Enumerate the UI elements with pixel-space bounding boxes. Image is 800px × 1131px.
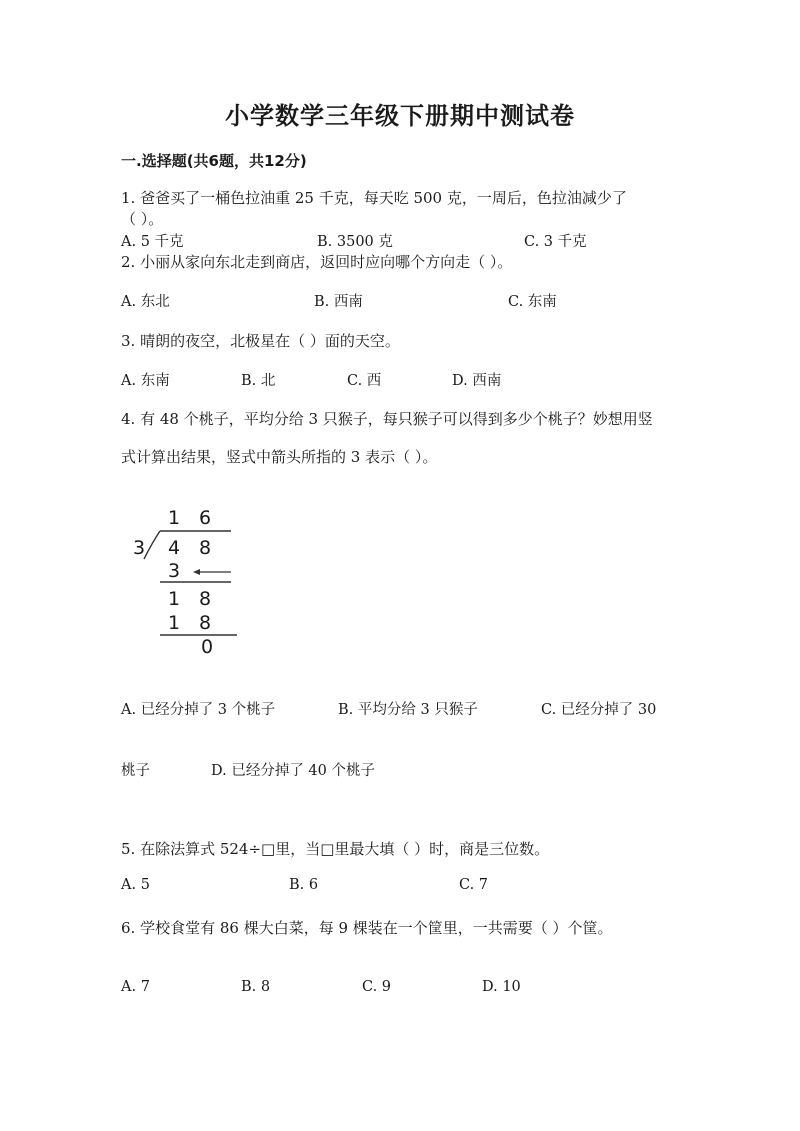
question-1-text: 1. 爸爸买了一桶色拉油重 25 千克，每天吃 500 克，一周后，色拉油减少了: [121, 189, 627, 207]
quotient-digit-1: 1: [168, 507, 181, 529]
question-4-option-c: C. 已经分掉了 30: [541, 702, 657, 718]
question-4-text-line2: 式计算出结果，竖式中箭头所指的 3 表示（ ）。: [121, 448, 438, 466]
remainder-digit-2: 8: [199, 588, 212, 610]
question-1-option-c: C. 3 千克: [524, 234, 587, 250]
question-1-option-b: B. 3500 克: [317, 234, 393, 250]
page-title: 小学数学三年级下册期中测试卷: [225, 102, 575, 130]
step-2-digit-1: 1: [168, 612, 181, 634]
question-2-option-a: A. 东北: [121, 294, 170, 310]
question-6-option-a: A. 7: [121, 979, 150, 995]
question-4-option-b: B. 平均分给 3 只猴子: [338, 702, 478, 718]
final-remainder: 0: [201, 636, 214, 658]
dividend-digit-2: 8: [199, 537, 212, 559]
question-4-option-a: A. 已经分掉了 3 个桃子: [121, 702, 276, 718]
question-6-option-d: D. 10: [482, 979, 521, 995]
question-6-option-c: C. 9: [362, 979, 392, 995]
question-1-blank: （ ）。: [121, 210, 164, 228]
remainder-digit-1: 1: [168, 588, 181, 610]
division-bracket: [144, 531, 160, 559]
question-6-option-b: B. 8: [241, 979, 271, 995]
section-heading: 一.选择题(共6题，共12分): [121, 152, 307, 170]
question-4-text: 4. 有 48 个桃子，平均分给 3 只猴子，每只猴子可以得到多少个桃子？妙想用竖: [121, 410, 653, 428]
question-3-option-c: C. 西: [347, 373, 382, 389]
divisor: 3: [133, 537, 146, 559]
dividend-digit-1: 4: [168, 537, 181, 559]
question-4-option-c-wrap: 桃子: [121, 763, 150, 779]
question-3-text: 3. 晴朗的夜空，北极星在（ ）面的天空。: [121, 332, 400, 350]
division-lines: [130, 525, 245, 640]
question-2-option-c: C. 东南: [508, 294, 557, 310]
question-3-option-d: D. 西南: [452, 373, 502, 389]
question-1-option-a: A. 5 千克: [121, 234, 184, 250]
question-2-text: 2. 小丽从家向东北走到商店，返回时应向哪个方向走（ ）。: [121, 253, 513, 271]
step-2-digit-2: 8: [199, 612, 212, 634]
arrow-head: [193, 569, 200, 575]
question-5-text: 5. 在除法算式 524÷□里，当□里最大填（ ）时，商是三位数。: [121, 840, 550, 858]
question-2-option-b: B. 西南: [314, 294, 363, 310]
step-1-digit: 3: [168, 560, 181, 582]
question-5-option-b: B. 6: [289, 877, 319, 893]
question-4-option-d: D. 已经分掉了 40 个桃子: [211, 763, 375, 779]
question-5-option-c: C. 7: [459, 877, 489, 893]
question-3-option-a: A. 东南: [121, 373, 170, 389]
question-3-option-b: B. 北: [241, 373, 276, 389]
question-5-option-a: A. 5: [121, 877, 150, 893]
question-6-text: 6. 学校食堂有 86 棵大白菜，每 9 棵装在一个筐里，一共需要（ ）个筐。: [121, 919, 613, 937]
quotient-digit-2: 6: [199, 507, 212, 529]
